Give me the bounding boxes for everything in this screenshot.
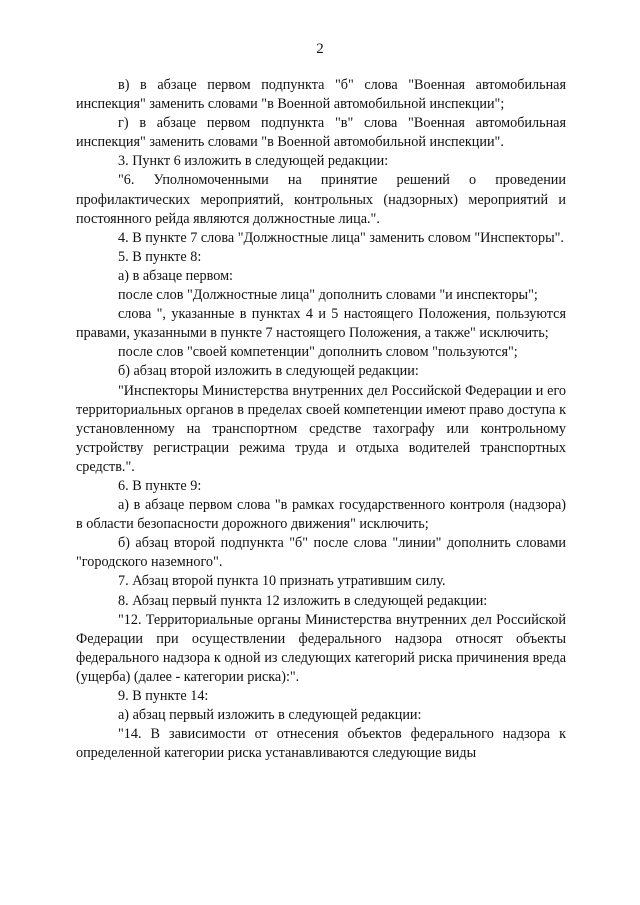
paragraph-item-5-a: а) в абзаце первом: [118, 267, 233, 284]
paragraph-item-6-b: б) абзац второй подпункта "б" после слова "линии" дополнить словами "городского наземного". [76, 535, 566, 571]
paragraph-v-first-subparagraph-b: в) в абзаце первом подпункта "б" слова "Военная автомобильная инспекция" заменить словами "в Военной автомобильной инспекции"; [76, 77, 566, 113]
paragraph-item-8: 8. Абзац первый пункта 12 изложить в следующей редакции: [118, 592, 488, 609]
paragraph-item-8-new-text: "12. Территориальные органы Министерства внутренних дел Российской Федерации при осуществлении федерального надзора относят объекты федерального надзора к одной из следующих категорий риска причинения вреда (ущерба) (далее - категории риска):". [76, 611, 566, 685]
paragraph-item-5-a-competence: после слов "своей компетенции" дополнить словом "пользуются"; [118, 344, 518, 361]
paragraph-item-5-a-addition: после слов "Должностные лица" дополнить словами "и инспекторы"; [118, 287, 538, 304]
paragraph-item-4: 4. В пункте 7 слова "Должностные лица" заменить словом "Инспекторы". [118, 229, 564, 246]
paragraph-item-5-b-new-text: "Инспекторы Министерства внутренних дел Российской Федерации и его территориальных органов в пределах своей компетенции имеют право доступа к установленному на транспортном средстве тахографу или контрольному устройству регистрации режима труда и отдыха водителей транспортных средств.". [76, 382, 566, 475]
paragraph-item-9-a-new-text: "14. В зависимости от отнесения объектов федерального надзора к определенной категории риска устанавливаются следующие виды [76, 726, 566, 762]
paragraph-item-9: 9. В пункте 14: [118, 688, 209, 704]
paragraph-item-3: 3. Пункт 6 изложить в следующей редакции: [118, 153, 389, 170]
page-number: 2 [316, 41, 324, 57]
paragraph-item-5-b: б) абзац второй изложить в следующей редакции: [118, 363, 419, 380]
document-body [76, 76, 566, 763]
paragraph-item-6-a: а) в абзаце первом слова "в рамках государственного контроля (надзора) в области безопасности дорожного движения" исключить; [76, 497, 566, 533]
paragraph-g-first-subparagraph-v: г) в абзаце первом подпункта "в" слова "Военная автомобильная инспекция" заменить словами "в Военной автомобильной инспекции". [76, 115, 566, 151]
paragraph-item-7: 7. Абзац второй пункта 10 признать утратившим силу. [118, 573, 446, 590]
paragraph-item-6-new-text: "6. Уполномоченными на принятие решений о проведении профилактических мероприятий, контрольных (надзорных) мероприятий и постоянного рейда являются должностные лица.". [76, 172, 566, 227]
paragraph-item-9-a: а) абзац первый изложить в следующей редакции: [118, 707, 422, 724]
paragraph-item-6: 6. В пункте 9: [118, 477, 202, 494]
paragraph-item-5-a-exclusion: слова ", указанные в пунктах 4 и 5 настоящего Положения, пользуются правами, указанными в пункте 7 настоящего Положения, а также" исключить; [76, 306, 566, 342]
paragraph-item-5: 5. В пункте 8: [118, 248, 202, 265]
